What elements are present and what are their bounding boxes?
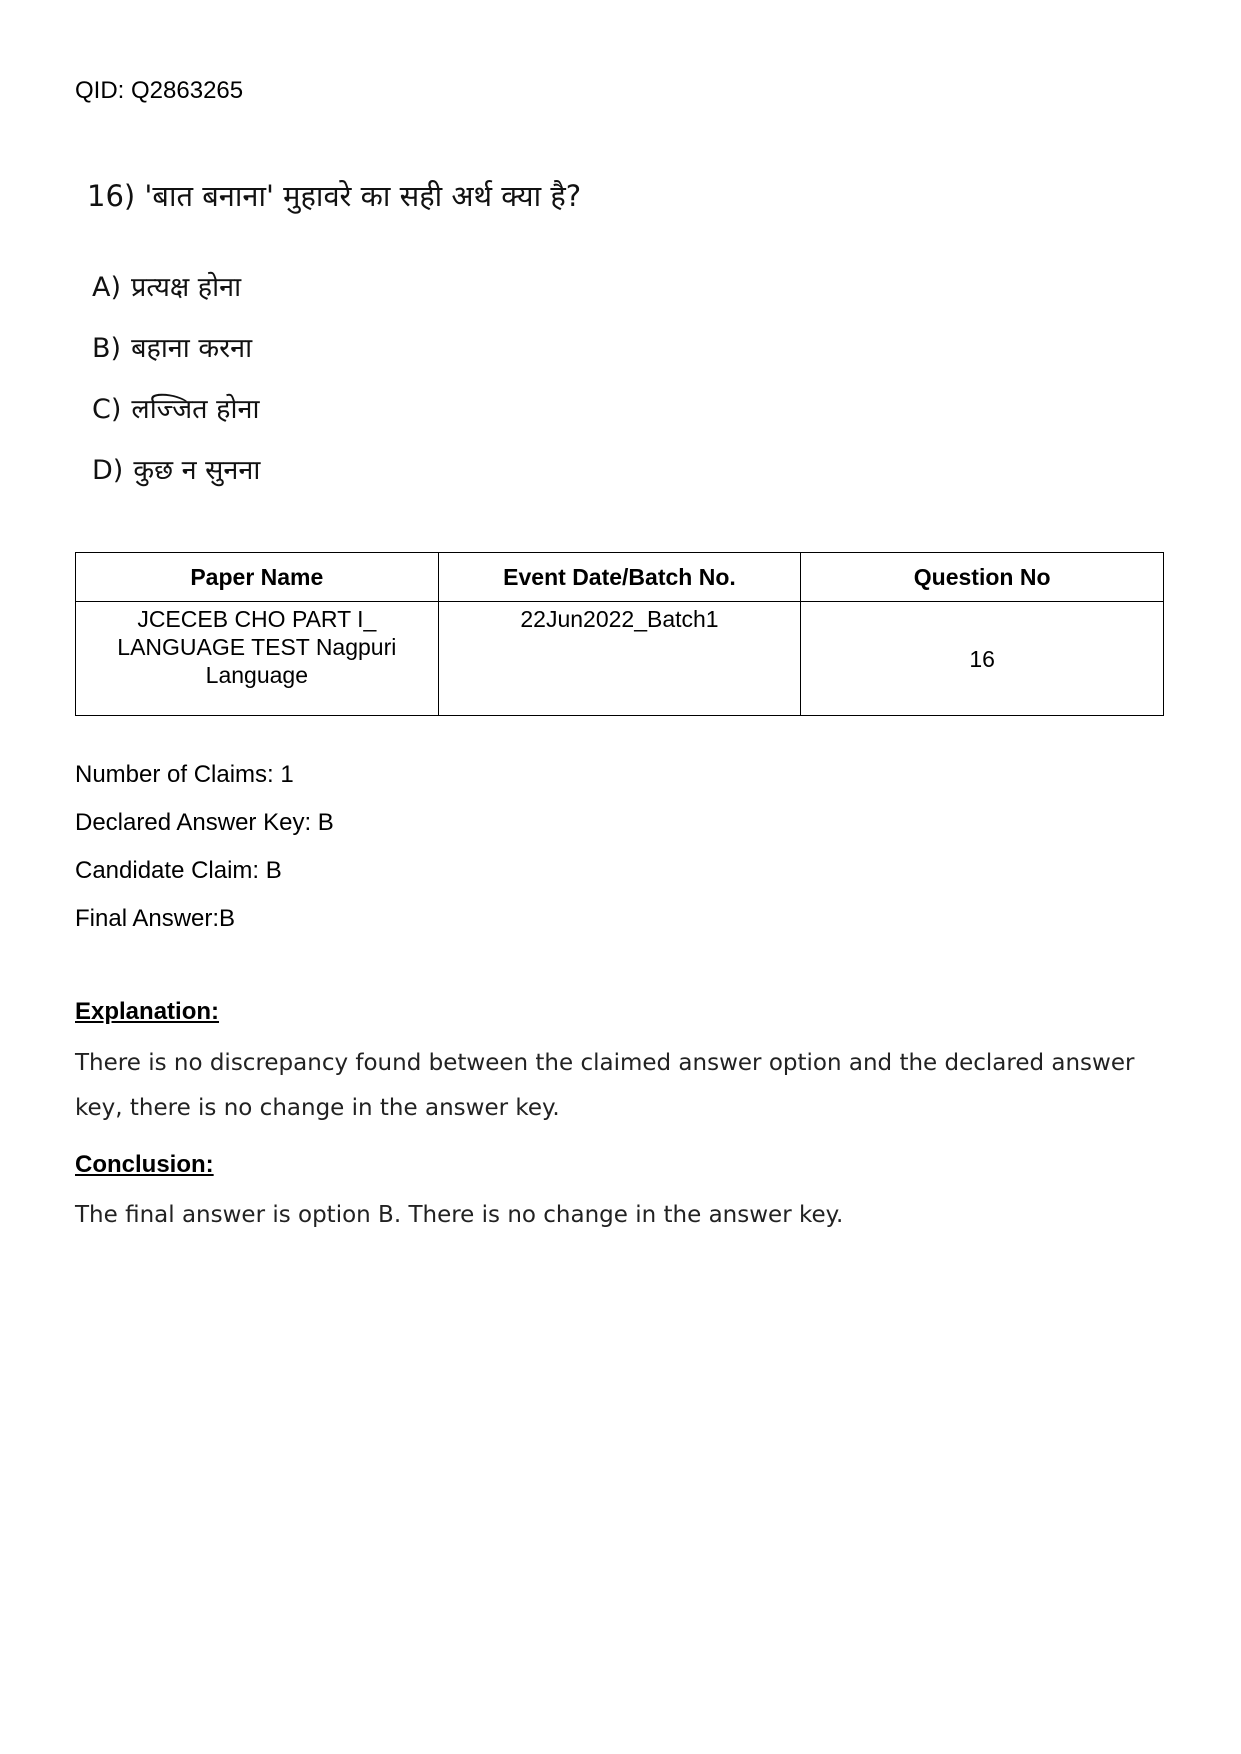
option-text: प्रत्यक्ष होना — [131, 272, 242, 303]
declared-answer-key: Declared Answer Key: B — [75, 809, 334, 836]
cell-paper-name: JCECEB CHO PART I_ LANGUAGE TEST Nagpuri Language — [76, 602, 439, 716]
header-paper-name: Paper Name — [76, 553, 439, 602]
conclusion-text: The final answer is option B. There is no change in the answer key. — [75, 1202, 844, 1228]
final-answer: Final Answer:B — [75, 905, 236, 932]
header-question-no: Question No — [801, 553, 1164, 602]
explanation-heading: Explanation: — [75, 998, 220, 1025]
question-text: 16) 'बात बनाना' मुहावरे का सही अर्थ क्या है? — [87, 179, 582, 213]
cell-question-no: 16 — [801, 602, 1164, 716]
paper-info-table — [75, 552, 1164, 716]
option-text: बहाना करना — [131, 333, 253, 364]
option-letter: A) — [92, 272, 122, 303]
conclusion-heading: Conclusion: — [75, 1151, 214, 1178]
option-text: लज्जित होना — [131, 394, 260, 425]
number-of-claims: Number of Claims: 1 — [75, 761, 294, 788]
table-header-row — [76, 553, 1164, 602]
answer-options — [92, 270, 260, 514]
candidate-claim: Candidate Claim: B — [75, 857, 282, 884]
question-id: QID: Q2863265 — [75, 77, 244, 104]
option-letter: B) — [92, 333, 122, 364]
claim-facts — [75, 760, 334, 952]
option-letter: D) — [92, 455, 124, 486]
cell-event-date: 22Jun2022_Batch1 — [438, 602, 801, 716]
option-letter: C) — [92, 394, 122, 425]
option-c — [92, 392, 260, 453]
option-b — [92, 331, 260, 392]
option-text: कुछ न सुनना — [133, 455, 261, 486]
option-d — [92, 453, 260, 514]
option-a — [92, 270, 260, 331]
explanation-text: There is no discrepancy found between the claimed answer option and the declared answer key, there is no change in the answer key. — [75, 1050, 1135, 1121]
header-event-date: Event Date/Batch No. — [438, 553, 801, 602]
table-row — [76, 602, 1164, 716]
